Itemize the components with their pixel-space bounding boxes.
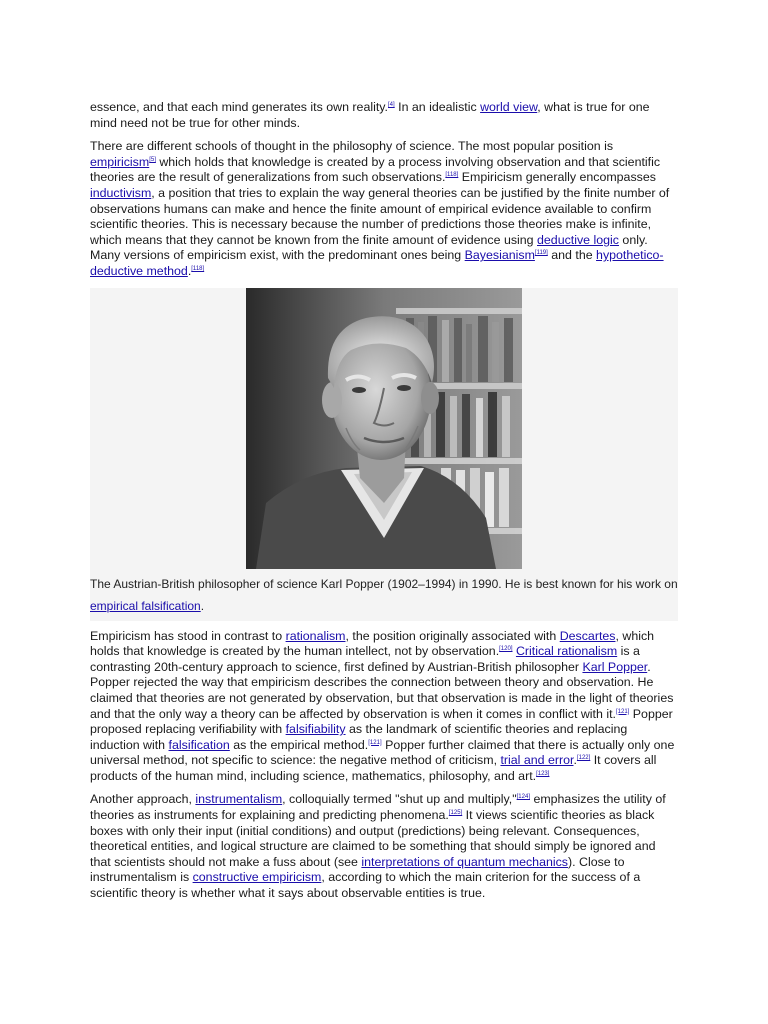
link-falsifiability[interactable]: falsifiability [285, 722, 346, 737]
text: , a position that tries to explain the way general theories can be justified by the finite number of observations humans can make and hence the finite amount of empirical evidence available to confirm scientific theories. This is necessary because the number of predictions those theories make is infinite, which means that they cannot be known from the finite amount of evidence using [90, 185, 670, 247]
paragraph-rationalism [90, 629, 678, 785]
link-rationalism[interactable]: rationalism [285, 628, 346, 643]
citation [388, 102, 395, 108]
citation-link-124[interactable]: [124] [516, 794, 530, 801]
citation-link-118b[interactable]: [118] [191, 265, 205, 272]
citation-link-118[interactable]: [118] [445, 172, 459, 179]
link-descartes[interactable]: Descartes [559, 628, 616, 643]
text: only. Many versions of empiricism exist, with the predominant ones being [90, 232, 648, 263]
link-deductive-logic[interactable]: deductive logic [537, 232, 619, 247]
citation [536, 771, 549, 777]
text: emphasizes the utility of theories as instruments for explaining and predicting phenomena. [90, 792, 666, 823]
paragraph-instrumentalism [90, 792, 678, 901]
citation [191, 266, 204, 272]
citation [535, 250, 548, 256]
text: , colloquially termed "shut up and multiply," [282, 792, 517, 807]
text: ). Close to instrumentalism is [90, 854, 625, 885]
link-karl-popper[interactable]: Karl Popper [582, 659, 648, 674]
caption-text: . [200, 598, 205, 613]
text: There are different schools of thought in the philosophy of science. The most popular position is [90, 139, 614, 154]
citation [449, 810, 462, 816]
text: which holds that knowledge is created by a process involving observation and that scientific theories are the result of generalizations from such observations. [90, 154, 661, 185]
paragraph-empiricism [90, 139, 678, 279]
citation-link-122[interactable]: [122] [576, 755, 591, 762]
link-critical-rationalism[interactable]: Critical rationalism [515, 644, 618, 659]
text: essence, and that each mind generates its own reality. [90, 100, 389, 114]
link-constructive-empiricism[interactable]: constructive empiricism [192, 870, 322, 885]
text: It covers all products of the human mind, including science, mathematics, philosophy, and art. [90, 753, 657, 783]
citation-link-119[interactable]: [119] [534, 250, 548, 257]
text: and the [547, 248, 597, 263]
citation [445, 172, 458, 178]
citation [149, 157, 156, 163]
text: In an idealistic [394, 100, 481, 114]
citation-link-121[interactable]: [121] [615, 708, 630, 715]
caption-text: The Austrian-British philosopher of science Karl Popper (1902–1994) in 1990. He is best known for his work on [90, 576, 678, 591]
photo-wrap [90, 288, 678, 569]
text: , which holds that knowledge is created by the human intellect, not by observation. [90, 628, 655, 659]
text: is a contrasting 20th-century approach to science, first defined by Austrian-British philosopher [90, 644, 640, 674]
citation-link-120[interactable]: [120] [499, 646, 513, 653]
karl-popper-photo[interactable] [246, 288, 522, 569]
text: Empiricism generally encompasses [458, 170, 656, 185]
text: It views scientific theories as black boxes with only their input (initial conditions) and output (predictions) being relevant. Consequences, theoretical entities, and logical structure are claimed to be something that should simply be ignored and that scientists should not make a fuss about (see [90, 808, 656, 869]
text: , the position originally associated with [345, 628, 560, 643]
citation-link-121b[interactable]: [121] [368, 739, 382, 746]
article-body [90, 100, 678, 910]
text: , what is true for one mind need not be true for other minds. [90, 100, 650, 130]
citation [577, 755, 590, 761]
citation [616, 709, 629, 715]
link-trial-and-error[interactable]: trial and error [500, 753, 574, 768]
text: . Popper rejected the way that empiricism describes the connection between theory and observation. He claimed that theories are not generated by observation, but that observation is made in the light of theories and that the only way a theory can be affected by observation is when it comes in conflict with it. [90, 659, 674, 721]
text: Another approach, [90, 792, 196, 807]
citation-link-5[interactable]: [5] [149, 156, 156, 163]
link-empirical-falsification[interactable]: empirical falsification [90, 598, 201, 613]
text: as the empirical method. [229, 737, 369, 752]
link-hypothetico-deductive-method[interactable]: hypothetico-deductive method [90, 248, 664, 278]
text: Popper further claimed that there is actually only one universal method, not specific to science: the negative method of criticism, [90, 737, 675, 768]
text: , according to which the main criterion for the success of a scientific theory is whether what it says about observable entities is true. [90, 870, 641, 901]
text: as the landmark of scientific theories and replacing induction with [90, 722, 628, 752]
text: Empiricism has stood in contrast to [90, 628, 286, 643]
link-empiricism[interactable]: empiricism [90, 154, 150, 169]
citation [368, 740, 381, 746]
text: Popper proposed replacing verifiability with [90, 706, 673, 737]
link-world-view[interactable]: world view [480, 100, 538, 114]
paragraph-idealism [90, 100, 678, 131]
citation-link-4[interactable]: [4] [388, 102, 395, 108]
link-instrumentalism[interactable]: instrumentalism [195, 792, 283, 807]
link-bayesianism[interactable]: Bayesianism [464, 248, 535, 263]
figure-karl-popper [90, 288, 678, 621]
citation [499, 646, 512, 652]
citation-link-125[interactable]: [125] [448, 810, 463, 817]
citation [517, 794, 530, 800]
citation-link-123[interactable]: [123] [536, 770, 550, 777]
link-interpretations-of-quantum-mechanics[interactable]: interpretations of quantum mechanics [361, 854, 568, 869]
link-inductivism[interactable]: inductivism [90, 185, 152, 200]
link-falsification[interactable]: falsification [168, 737, 230, 752]
text: . [187, 263, 192, 278]
text: . [573, 753, 577, 768]
figure-caption [90, 569, 678, 617]
